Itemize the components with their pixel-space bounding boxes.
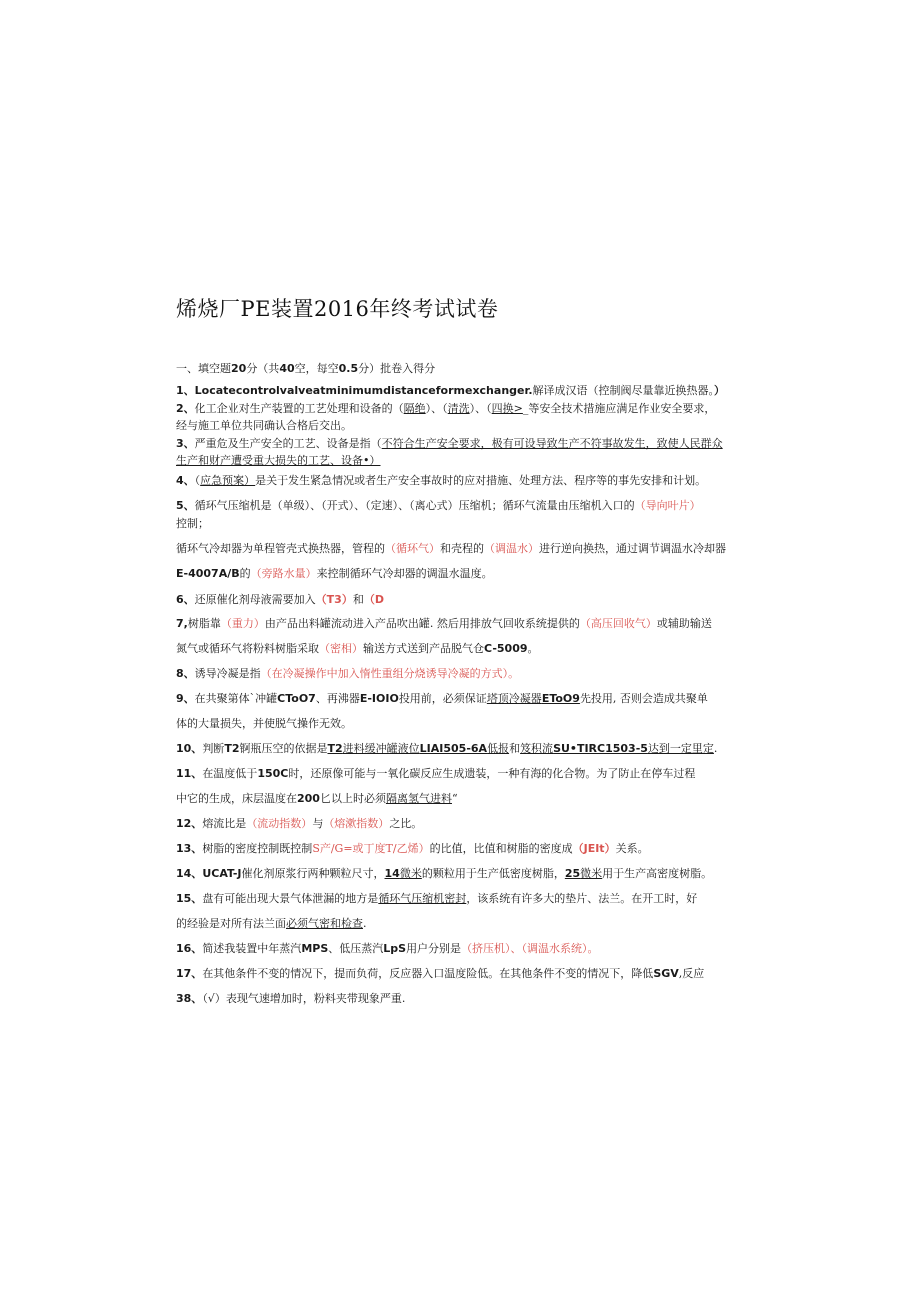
question-11-cont: 中它的生成，床层温度在200匕以上时必须隔离氢气进料“ (176, 792, 458, 805)
section-header: 一、填空题20分（共40空，每空0.5分）批卷入得分 (176, 362, 436, 375)
question-3: 3、严重危及生产安全的工艺、设备是指（不符合生产安全要求，极有可设导致生产不符事故发生，致使人民群众 (176, 437, 723, 450)
question-8: 8、诱导冷凝是指（在冷凝操作中加入惰性重组分烧诱导冷凝的方式）。 (176, 667, 520, 680)
question-5-line4: E-4007A/B的（旁路水量）来控制循环气冷却器的调温水温度。 (176, 567, 493, 580)
question-15-cont: 的经验是对所有法兰面必须气密和检查. (176, 917, 367, 930)
question-2: 2、化工企业对生产装置的工艺处理和设备的（隔绝）、（清洗）、（四换>_等安全技术措施应满足作业安全要求， (176, 402, 716, 415)
question-16: 16、简述我装置中年蒸汽MPS、低压蒸汽LpS用户分别是（挤压机）、（调温水系统）。 (176, 942, 599, 955)
question-15: 15、盘有可能出现大景气体泄漏的地方是循环气压缩机密封，该系统有许多大的垫片、法兰。在开工时，好 (176, 892, 698, 905)
question-10: 10、判断T2锕瓶压空的依据是T2进料缓冲罐液位LIAI505-6A低报和笈积流SU•TIRC1503-5达到一定里定. (176, 742, 718, 755)
question-5-cont: 控制； (176, 517, 209, 530)
question-5: 5、循环气压缩机是（单级）、（开式）、（定速）、（离心式）压缩机；循环气流量由压缩机入口的（导向叶片） (176, 499, 701, 512)
question-9-cont: 体的大量损失，并使脱气操作无效。 (176, 717, 352, 730)
question-18: 38、（√）表现气速增加时，粉料夹带现象严重. (176, 992, 406, 1005)
question-13: 13、树脂的密度控制既控制S产/G=或丁度T/乙烯）的比值，比值和树脂的密度成（JEIt）关系。 (176, 842, 649, 855)
page-title: 烯烧厂PE装置2016年终考试试卷 (176, 297, 499, 321)
question-14: 14、UCAT-J催化剂原浆行两种颗粒尺寸，14微米的颗粒用于生产低密度树脂，25微米用于生产高密度树脂。 (176, 867, 713, 880)
question-9: 9、在共聚第体`冲罐CToO7、再沸器E-IOIO投用前，必须保证塔顶冷凝器EToO9先投用, 否则会造成共聚单 (176, 692, 708, 705)
question-6: 6、还原催化剂母液需要加入（T3）和（D (176, 593, 384, 606)
question-7: 7,树脂靠（重力）由产品出料罐流动进入产品吹出罐. 然后用排放气回收系统提供的（高压回收气）或辅助输送 (176, 617, 712, 630)
question-4: 4、（应急预案）是关于发生紧急情况或者生产安全事故时的应对措施、处理方法、程序等的事先安排和计划。 (176, 474, 707, 487)
question-7-cont: 氮气或循环气将粉料树脂采取（密相）输送方式送到产品脱气仓C-5009。 (176, 642, 539, 655)
question-2-cont: 经与施工单位共同确认合格后交出。 (176, 419, 352, 432)
question-12: 12、熔流比是（流动指数）与（熔漱指数）之比。 (176, 817, 423, 830)
question-11: 11、在温度低于150C时，还原像可能与一氧化碳反应生成遗装，一种有海的化合物。为了防止在停车过程 (176, 767, 696, 780)
question-3-cont: 生产和财产遭受重大损失的工艺、设备•） (176, 454, 381, 467)
question-5-line3: 循环气冷却器为单程管壳式换热器，管程的（循环气）和壳程的（调温水）进行逆向换热，通过调节调温水冷却器 (176, 542, 726, 555)
question-1: 1、Locatecontrolvalveatminimumdistanceformexchanger.解译成汉语（控制阀尽量靠近换热器。） (176, 384, 726, 397)
question-17: 17、在其他条件不变的情况下，提而负荷，反应器入口温度险低。在其他条件不变的情况下，降低SGV,反应 (176, 967, 705, 980)
